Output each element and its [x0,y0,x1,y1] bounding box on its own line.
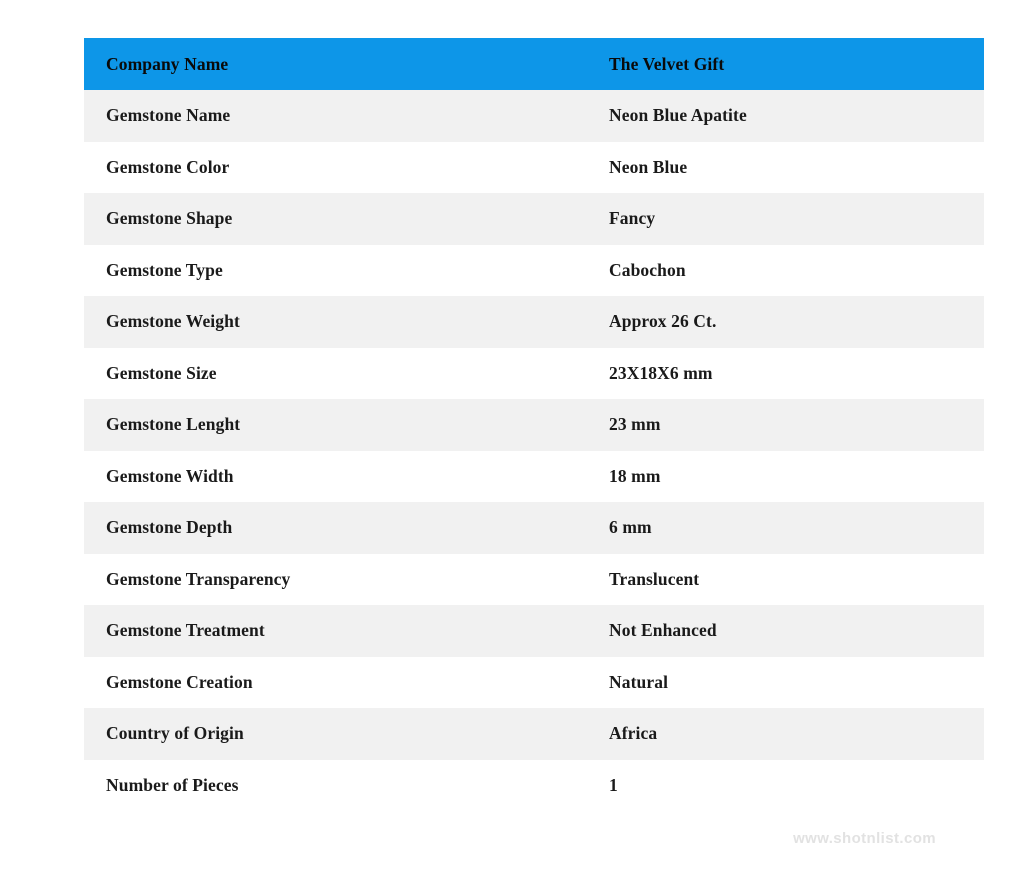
watermark: www.shotnlist.com [793,830,936,847]
table-row [84,245,984,297]
row-value: Cabochon [587,245,984,297]
row-label: Gemstone Creation [84,657,587,709]
spec-table-body [84,38,984,811]
table-row [84,760,984,812]
row-label: Gemstone Color [84,142,587,194]
table-row [84,193,984,245]
table-row [84,451,984,503]
row-label: Gemstone Treatment [84,605,587,657]
table-row [84,296,984,348]
row-label: Gemstone Type [84,245,587,297]
row-label: Gemstone Size [84,348,587,400]
table-row [84,708,984,760]
table-row [84,657,984,709]
row-label: Gemstone Lenght [84,399,587,451]
table-row [84,142,984,194]
table-header-row [84,38,984,90]
row-value: Neon Blue Apatite [587,90,984,142]
row-label: Gemstone Transparency [84,554,587,606]
row-value: 1 [587,760,984,812]
row-label: Gemstone Depth [84,502,587,554]
row-value: 18 mm [587,451,984,503]
table-row [84,399,984,451]
header-label-cell: Company Name [84,38,587,90]
row-label: Gemstone Width [84,451,587,503]
table-row [84,90,984,142]
row-value: Neon Blue [587,142,984,194]
table-row [84,554,984,606]
row-label: Country of Origin [84,708,587,760]
gemstone-spec-table [84,38,984,811]
row-label: Gemstone Shape [84,193,587,245]
row-value: Fancy [587,193,984,245]
row-value: Approx 26 Ct. [587,296,984,348]
row-value: Not Enhanced [587,605,984,657]
row-value: 23X18X6 mm [587,348,984,400]
row-label: Gemstone Weight [84,296,587,348]
table-row [84,502,984,554]
table-row [84,605,984,657]
row-value: Africa [587,708,984,760]
row-value: 6 mm [587,502,984,554]
row-value: Translucent [587,554,984,606]
header-value-cell: The Velvet Gift [587,38,984,90]
table-row [84,348,984,400]
row-value: 23 mm [587,399,984,451]
row-value: Natural [587,657,984,709]
row-label: Gemstone Name [84,90,587,142]
row-label: Number of Pieces [84,760,587,812]
